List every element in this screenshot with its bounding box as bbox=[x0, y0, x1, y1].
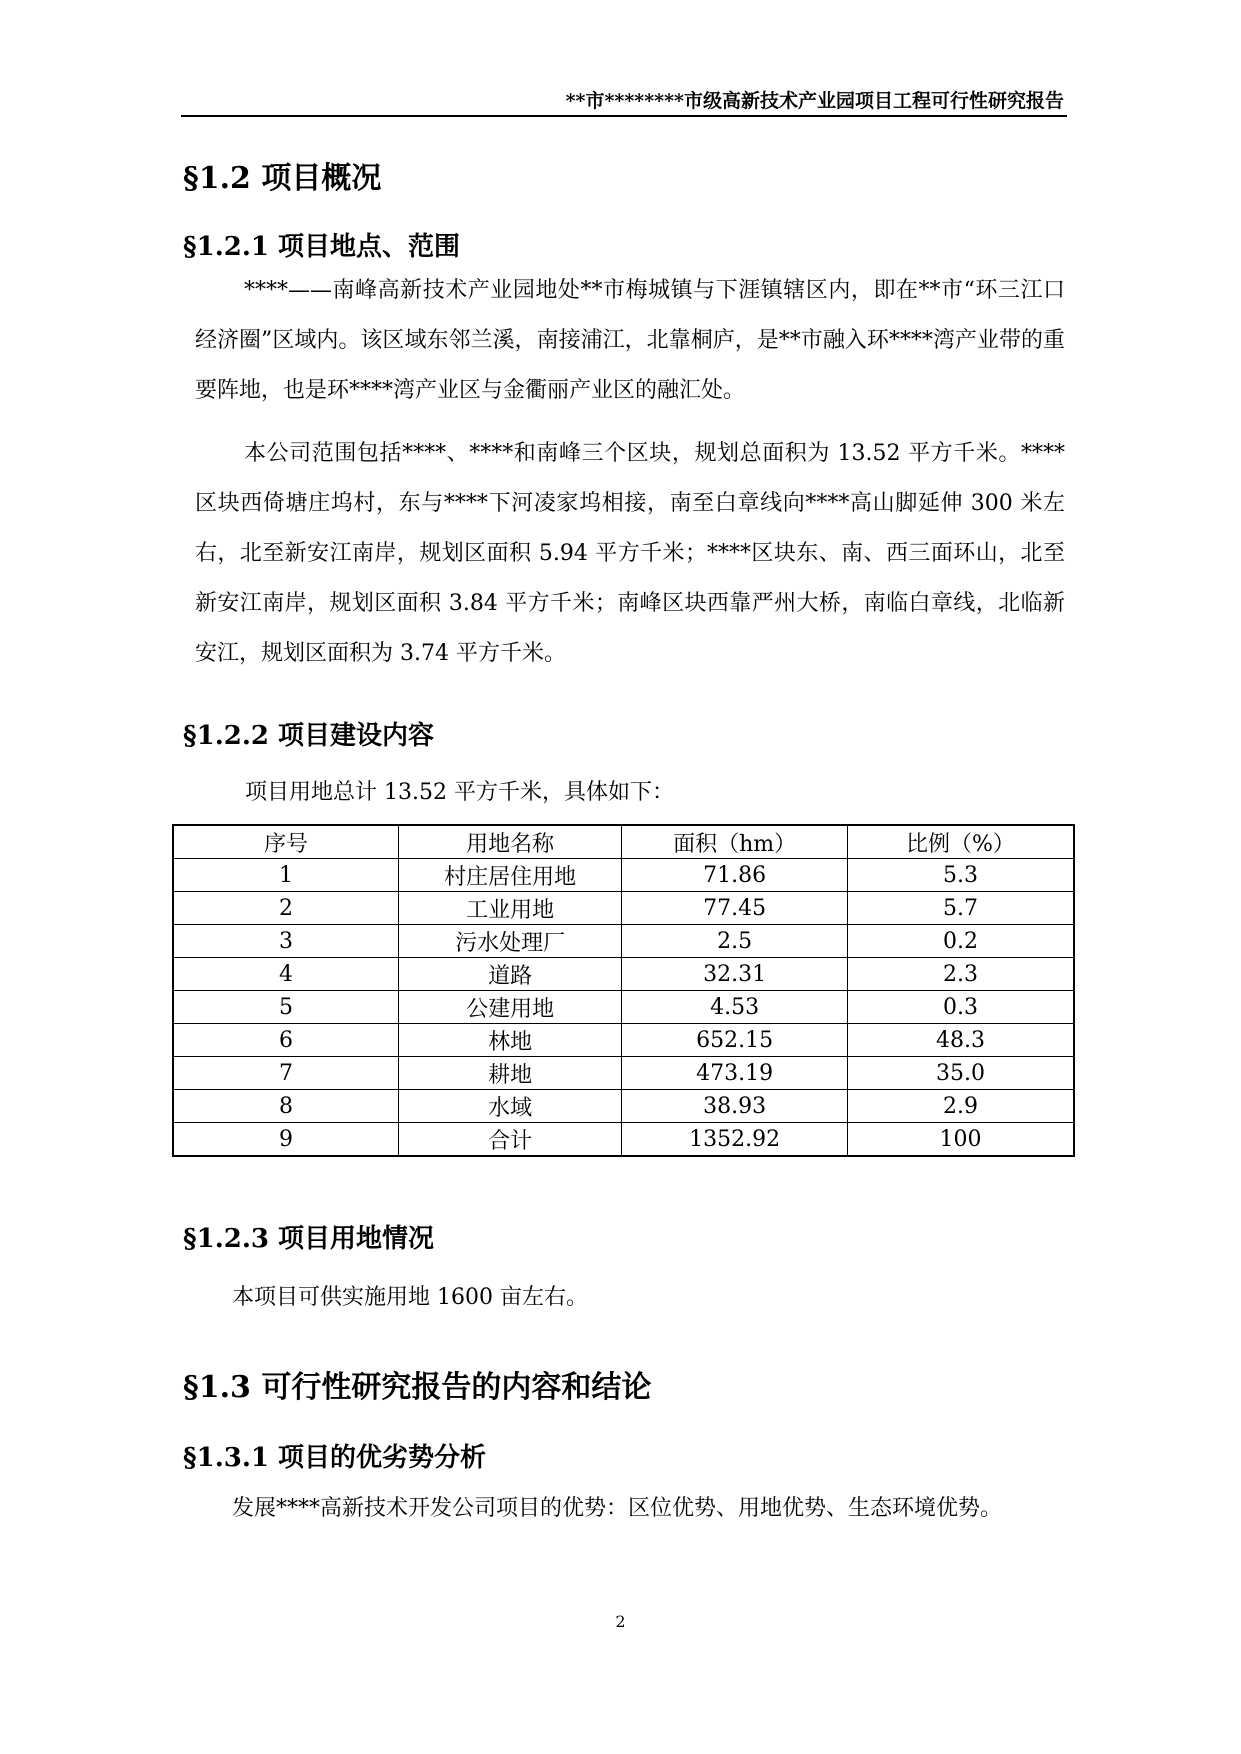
table-cell: 71.86 bbox=[622, 859, 848, 892]
subsection-heading-1-2-2: §1.2.2 项目建设内容 bbox=[183, 721, 435, 751]
table-row bbox=[173, 991, 1074, 1024]
paragraph-text: ****——南峰高新技术产业园地处**市梅城镇与下涯镇辖区内，即在**市“环三江口经济圈”区域内。该区域东邻兰溪，南接浦江，北靠桐庐，是**市融入环****湾产业带的重要阵地，也是环****湾产业区与金衢丽产业区的融汇处。 bbox=[195, 278, 1065, 403]
table-cell: 2 bbox=[173, 892, 398, 925]
table-cell: 合计 bbox=[398, 1123, 621, 1157]
table-cell: 污水处理厂 bbox=[398, 925, 621, 958]
subsection-heading-1-2-3: §1.2.3 项目用地情况 bbox=[183, 1224, 435, 1254]
table-row bbox=[173, 925, 1074, 958]
table-cell: 耕地 bbox=[398, 1057, 621, 1090]
table-cell: 水域 bbox=[398, 1090, 621, 1123]
table-cell: 2.3 bbox=[847, 958, 1074, 991]
table-cell: 道路 bbox=[398, 958, 621, 991]
table-cell: 4.53 bbox=[622, 991, 848, 1024]
section-heading-1-3: §1.3 可行性研究报告的内容和结论 bbox=[183, 1370, 652, 1405]
subsection-heading-1-2-1: §1.2.1 项目地点、范围 bbox=[183, 232, 461, 262]
table-cell: 5.7 bbox=[847, 892, 1074, 925]
paragraph-text: 本项目可供实施用地 1600 亩左右。 bbox=[232, 1285, 588, 1310]
table-cell: 32.31 bbox=[622, 958, 848, 991]
paragraph-advantages bbox=[183, 1484, 1065, 1534]
table-cell: 9 bbox=[173, 1123, 398, 1157]
table-row bbox=[173, 1123, 1074, 1157]
table-cell: 7 bbox=[173, 1057, 398, 1090]
running-header: **市********市级高新技术产业园项目工程可行性研究报告 bbox=[565, 90, 1064, 112]
paragraph-land bbox=[183, 1273, 1053, 1323]
table-cell: 0.2 bbox=[847, 925, 1074, 958]
column-header: 比例（%） bbox=[847, 825, 1074, 859]
table-cell: 77.45 bbox=[622, 892, 848, 925]
table-cell: 100 bbox=[847, 1123, 1074, 1157]
table-row bbox=[173, 958, 1074, 991]
table-cell: 5 bbox=[173, 991, 398, 1024]
table-cell: 5.3 bbox=[847, 859, 1074, 892]
table-cell: 林地 bbox=[398, 1024, 621, 1057]
table-cell: 2.9 bbox=[847, 1090, 1074, 1123]
header-rule bbox=[181, 115, 1067, 117]
page-number: 2 bbox=[615, 1612, 626, 1631]
table-cell: 1 bbox=[173, 859, 398, 892]
column-header: 序号 bbox=[173, 825, 398, 859]
table-cell: 38.93 bbox=[622, 1090, 848, 1123]
paragraph-text: 本公司范围包括****、****和南峰三个区块，规划总面积为 13.52 平方千米。****区块西倚塘庄坞村，东与****下河凌家坞相接，南至白章线向****高山脚延伸 300 米左右，北至新安江南岸，规划区面积 5.94 平方千米；****区块东、南、西三面环山，北至新安江南岸，规划区面积 3.84 平方千米；南峰区块西靠严州大桥，南临白章线，北临新安江，规划区面积为 3.74 平方千米。 bbox=[195, 441, 1065, 666]
column-header: 面积（hm） bbox=[622, 825, 848, 859]
table-cell: 48.3 bbox=[847, 1024, 1074, 1057]
table-cell: 6 bbox=[173, 1024, 398, 1057]
column-header: 用地名称 bbox=[398, 825, 621, 859]
table-intro: 项目用地总计 13.52 平方千米，具体如下： bbox=[245, 780, 674, 805]
table-cell: 公建用地 bbox=[398, 991, 621, 1024]
table-cell: 2.5 bbox=[622, 925, 848, 958]
section-heading-1-2: §1.2 项目概况 bbox=[183, 161, 382, 196]
table-cell: 652.15 bbox=[622, 1024, 848, 1057]
table-cell: 473.19 bbox=[622, 1057, 848, 1090]
table-row bbox=[173, 892, 1074, 925]
table-row bbox=[173, 859, 1074, 892]
land-use-table bbox=[172, 824, 1075, 1157]
paragraph-location bbox=[195, 266, 1065, 416]
table-cell: 4 bbox=[173, 958, 398, 991]
table-cell: 8 bbox=[173, 1090, 398, 1123]
paragraph-text: 发展****高新技术开发公司项目的优势：区位优势、用地优势、生态环境优势。 bbox=[232, 1496, 1003, 1521]
subsection-heading-1-3-1: §1.3.1 项目的优劣势分析 bbox=[183, 1443, 487, 1473]
table-cell: 1352.92 bbox=[622, 1123, 848, 1157]
table-header-row bbox=[173, 825, 1074, 859]
table-cell: 村庄居住用地 bbox=[398, 859, 621, 892]
table-row bbox=[173, 1057, 1074, 1090]
table-cell: 0.3 bbox=[847, 991, 1074, 1024]
table-body bbox=[173, 859, 1074, 1157]
paragraph-scope bbox=[195, 429, 1065, 679]
table-row bbox=[173, 1024, 1074, 1057]
table-cell: 35.0 bbox=[847, 1057, 1074, 1090]
table-cell: 工业用地 bbox=[398, 892, 621, 925]
table-row bbox=[173, 1090, 1074, 1123]
table-cell: 3 bbox=[173, 925, 398, 958]
